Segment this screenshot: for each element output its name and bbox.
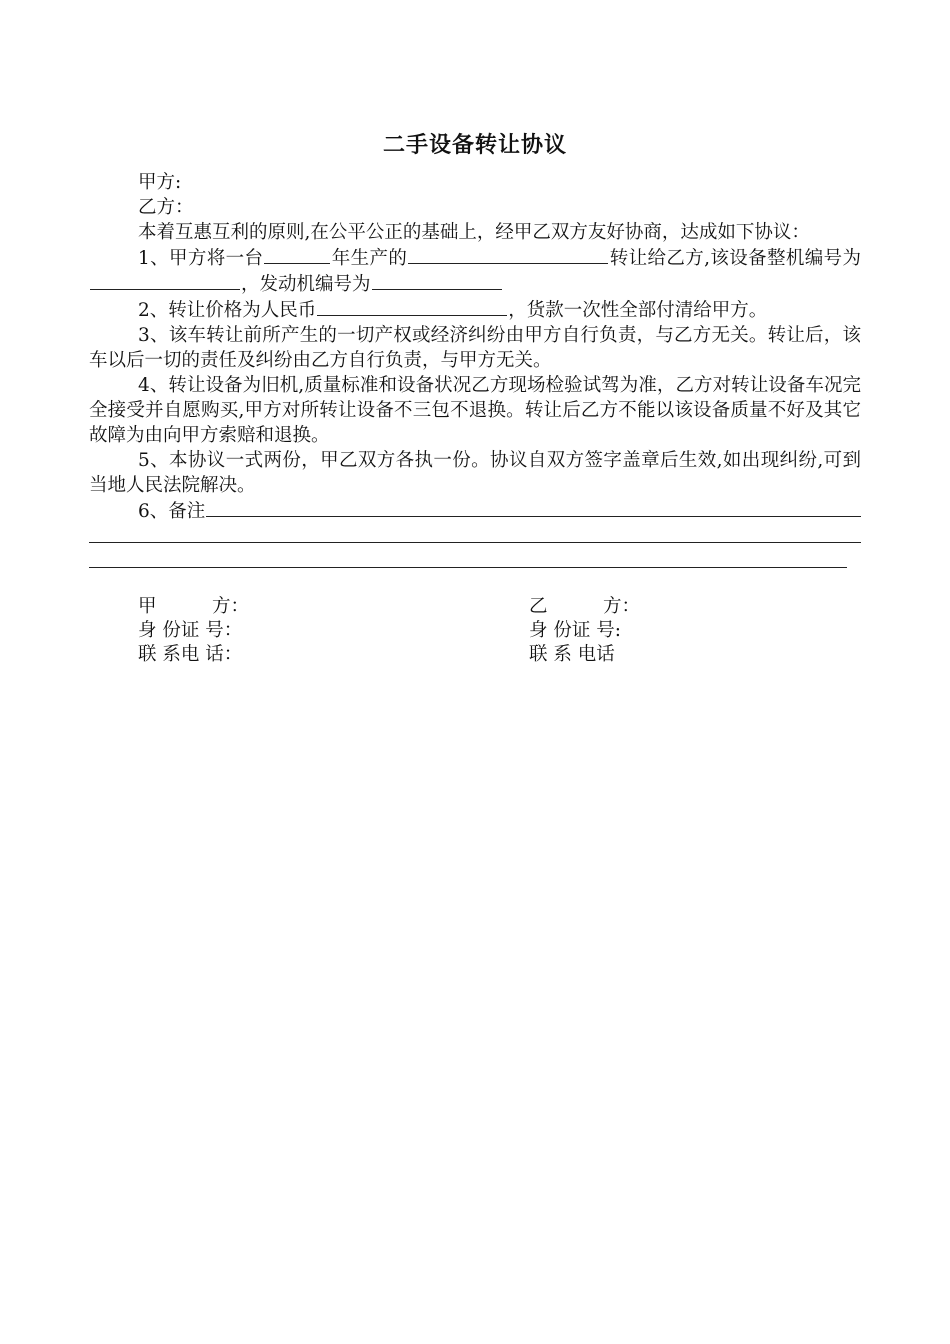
signature-party-row [89,595,861,619]
engine-number-blank[interactable] [372,271,502,290]
party-a-line: 甲方: [138,172,182,193]
clause-1-mid2: 转让给乙方,该设备整机编号为 [609,248,861,269]
party-a-signature-label: 甲 方： [138,596,250,617]
remark-line-2[interactable] [89,523,861,548]
signature-phone-row [89,643,861,667]
clause-5: 5、本协议一式两份，甲乙双方各执一份。协议自双方签字盖章后生效,如出现纠纷,可到当地人民法院解决。 [89,450,861,496]
party-a-phone-label: 联 系电 话： [138,644,243,665]
year-blank[interactable] [264,245,330,264]
remark-line-3[interactable] [89,548,861,573]
clause-2-suffix: ，货款一次性全部付清给甲方。 [508,300,768,321]
clause-4: 4、转让设备为旧机,质量标准和设备状况乙方现场检验试驾为准，乙方对转让设备车况完全接受并自愿购买,甲方对所转让设备不三包不退换。转让后乙方不能以该设备质量不好及其它故障为由向甲方索赔和退换。 [89,375,861,446]
agreement-body [89,170,861,573]
clause-1 [89,245,861,297]
party-a-id-label: 身 份证 号： [138,620,243,641]
signature-id-row [89,619,861,643]
remark-blank[interactable] [206,498,861,517]
document-title: 二手设备转让协议 [382,132,567,158]
clause-1-mid3: ，发动机编号为 [241,274,371,295]
intro-paragraph: 本着互惠互利的原则,在公平公正的基础上，经甲乙双方友好协商，达成如下协议： [138,222,810,243]
serial-number-blank[interactable] [90,271,240,290]
price-blank[interactable] [317,297,507,316]
party-b-line: 乙方： [138,197,194,218]
clause-6 [89,498,861,523]
party-b-id-label: 身 份证 号: [529,620,621,641]
party-b-phone-label: 联 系 电话 [529,644,615,665]
remark-rule-2 [89,542,861,543]
clause-1-prefix: 1、甲方将一台 [138,248,264,269]
clause-2 [89,297,861,323]
clause-3: 3、该车转让前所产生的一切产权或经济纠纷由甲方自行负责，与乙方无关。转让后，该车以后一切的责任及纠纷由乙方自行负责，与甲方无关。 [89,325,861,371]
party-b-signature-label: 乙 方： [529,596,641,617]
clause-2-prefix: 2、转让价格为人民币 [138,300,317,321]
clause-1-mid1: 年生产的 [331,248,408,269]
remark-rule-3 [89,567,847,568]
clause-6-label: 6、备注 [138,501,206,522]
equipment-blank[interactable] [408,245,608,264]
signature-block [89,595,861,667]
